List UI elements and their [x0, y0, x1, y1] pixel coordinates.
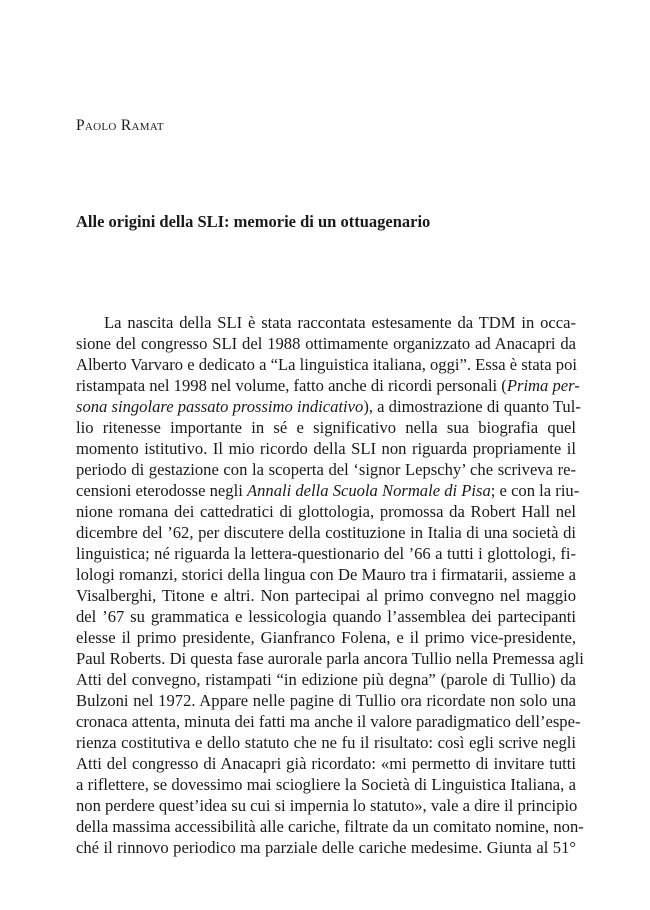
text-line: rienza costitutiva e dello statuto che ne fu il risultato: così egli scrive negli: [76, 733, 576, 752]
text-line: Alberto Varvaro e dedicato a “La linguistica italiana, oggi”. Essa è stata poi: [76, 355, 578, 374]
text-line: lio ritenesse importante in sé e significativo nella sua biografia quel: [76, 418, 576, 437]
text-line: momento istitutivo. Il mio ricordo della SLI non riguarda propriamente il: [76, 439, 576, 458]
text-line: sione del congresso SLI del 1988 ottimamente organizzato ad Anacapri da: [76, 334, 576, 353]
text-line: Bulzoni nel 1972. Appare nelle pagine di Tullio ora ricordate non solo una: [76, 691, 576, 710]
text-line: della massima accessibilità alle cariche, filtrate da un comitato nomine, non-: [76, 817, 584, 836]
text-line: Visalberghi, Titone e altri. Non partecipai al primo convegno nel maggio: [76, 586, 576, 605]
text-line: La nascita della SLI è stata raccontata estesamente da TDM in occa-: [104, 313, 576, 332]
text-line: ché il rinnovo periodico ma parziale delle cariche medesime. Giunta al 51°: [76, 838, 576, 857]
text-line: censioni eterodosse negli Annali della Scuola Normale di Pisa; e con la riu-: [76, 481, 580, 500]
text-line: lologi romanzi, storici della lingua con De Mauro tra i firmatarii, assieme a: [76, 565, 576, 584]
text-line: Paul Roberts. Di questa fase aurorale parla ancora Tullio nella Premessa agli: [76, 649, 584, 668]
text-line: a riflettere, se dovessimo mai sciogliere la Società di Linguistica Italiana, a: [76, 775, 576, 794]
text-line: ristampata nel 1998 nel volume, fatto anche di ricordi personali (Prima per-: [76, 376, 580, 395]
text-line: del ’67 su grammatica e lessicologia quando l’assemblea dei partecipanti: [76, 607, 576, 626]
body-paragraph: [76, 312, 584, 858]
author-name: Paolo Ramat: [76, 117, 164, 134]
text-line: dicembre del ’62, per discutere della costituzione in Italia di una società di: [76, 523, 576, 542]
text-line: Atti del congresso di Anacapri già ricordato: «mi permetto di invitare tutti: [76, 754, 576, 773]
text-line: cronaca attenta, minuta dei fatti ma anche il valore paradigmatico dell’espe-: [76, 712, 581, 731]
text-line: periodo di gestazione con la scoperta del ‘signor Lepschy’ che scriveva re-: [76, 460, 576, 479]
text-line: sona singolare passato prossimo indicativo), a dimostrazione di quanto Tul-: [76, 397, 581, 416]
text-line: Atti del convegno, ristampati “in edizione più degna” (parole di Tullio) da: [76, 670, 576, 689]
article-title: Alle origini della SLI: memorie di un ottuagenario: [76, 212, 431, 231]
text-line: elesse il primo presidente, Gianfranco Folena, e il primo vice-presidente,: [76, 628, 576, 647]
text-line: nione romana dei cattedratici di glottologia, promossa da Robert Hall nel: [76, 502, 576, 521]
text-line: linguistica; né riguarda la lettera-questionario del ’66 a tutti i glottologi, fi-: [76, 544, 576, 563]
text-line: non perdere quest’idea su cui si impernia lo statuto», vale a dire il principio: [76, 796, 578, 815]
